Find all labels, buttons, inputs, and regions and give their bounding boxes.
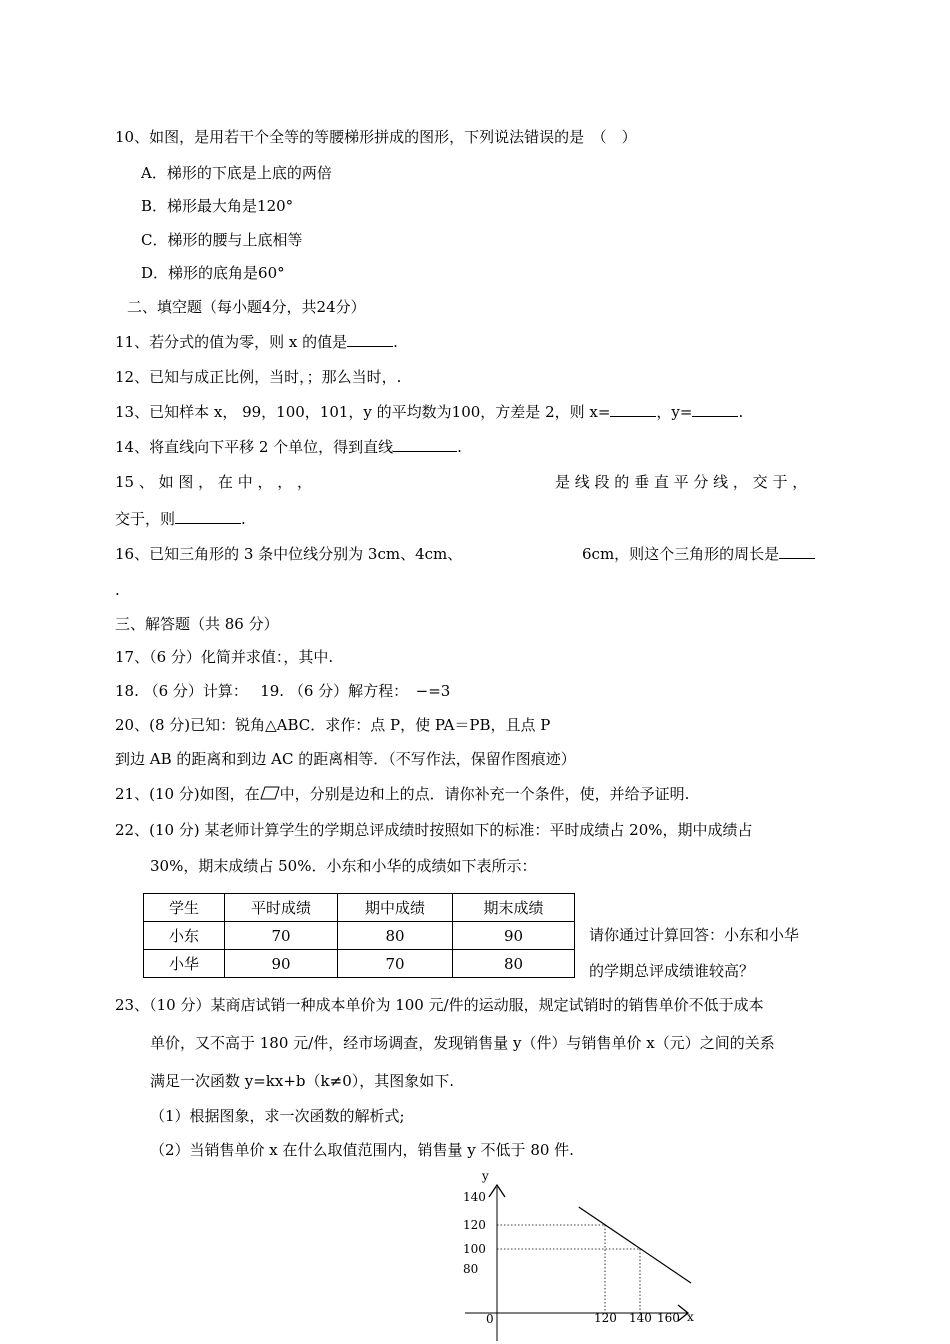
q10-option-c: C．梯形的腰与上底相等 [141, 231, 303, 249]
series-line [579, 1207, 691, 1283]
q15-answer-blank[interactable] [175, 509, 241, 524]
x-axis-label: x [687, 1310, 694, 1324]
q23-line3: 满足一次函数 y=kx+b（k≠0），其图象如下. [150, 1072, 455, 1090]
q10-option-b: B．梯形最大角是120° [141, 197, 294, 215]
q23-sub1: （1）根据图象，求一次函数的解析式; [150, 1107, 405, 1125]
table-cell: 80 [453, 950, 575, 978]
q15-line1-left: 15 、 如 图 ， 在 中 ， ， ， [115, 473, 313, 491]
table-row [144, 950, 575, 978]
q15-line2 [115, 509, 246, 529]
origin-label: 0 [486, 1312, 494, 1326]
table-cell: 小华 [144, 950, 225, 978]
q13-text-a: 13、已知样本 x， 99，100，101，y 的平均数为100，方差是 2，则 x= [115, 403, 611, 421]
table-header-row [144, 894, 575, 922]
q20-line1: 20、(8 分)已知：锐角△ABC．求作：点 P，使 PA＝PB，且点 P [115, 716, 551, 734]
parallelogram-icon [260, 785, 280, 803]
q14-answer-blank[interactable] [393, 437, 457, 452]
q16-answer-blank[interactable] [779, 544, 815, 559]
y-axis-label: y [482, 1169, 489, 1183]
q13-x-blank[interactable] [610, 402, 656, 417]
y-tick-label: 120 [463, 1218, 486, 1232]
q10-stem: 10、如图，是用若干个全等的等腰梯形拼成的图形，下列说法错误的是 （ ） [115, 128, 637, 146]
q17: 17、（6 分）化简并求值：，其中. [115, 648, 334, 666]
q22-side-text1: 请你通过计算回答：小东和小华 [589, 926, 800, 944]
table-row [144, 922, 575, 950]
q16-right-text: 6cm，则这个三角形的周长是 [582, 545, 780, 563]
q10-option-a: A．梯形的下底是上底的两倍 [141, 164, 332, 182]
x-tick-label: 160 [657, 1311, 680, 1325]
x-tick-label: 140 [629, 1311, 652, 1325]
q20-line2: 到边 AB 的距离和到边 AC 的距离相等．（不写作法，保留作图痕迹） [115, 750, 576, 768]
section3-heading: 三、解答题（共 86 分） [115, 615, 279, 633]
q12: 12、已知与成正比例，当时，；那么当时，. [115, 368, 402, 386]
function-graph [455, 1165, 705, 1344]
q13 [115, 402, 743, 422]
q10-option-d: D．梯形的底角是60° [141, 264, 285, 282]
q16-left: 16、已知三角形的 3 条中位线分别为 3cm、4cm、 [115, 545, 463, 563]
table-header-cell: 学生 [144, 894, 225, 922]
table-cell: 70 [225, 922, 338, 950]
table-header-cell: 期中成绩 [338, 894, 453, 922]
q15-tail: . [241, 510, 246, 528]
q22-line1: 22、(10 分) 某老师计算学生的学期总评成绩时按照如下的标准：平时成绩占 20%，期中成绩占 [115, 821, 753, 839]
y-tick-label: 80 [463, 1262, 479, 1276]
table-cell: 90 [453, 922, 575, 950]
table-cell: 90 [225, 950, 338, 978]
section2-heading: 二、填空题（每小题4分，共24分） [127, 298, 366, 316]
q23-sub2: （2）当销售单价 x 在什么取值范围内，销售量 y 不低于 80 件. [150, 1141, 574, 1159]
q15-line2-text: 交于，则 [115, 510, 176, 528]
q11-text: 11、若分式的值为零，则 x 的值是 [115, 333, 348, 351]
table-header-cell: 期末成绩 [453, 894, 575, 922]
q22-line2: 30%，期末成绩占 50%．小东和小华的成绩如下表所示： [150, 857, 537, 875]
y-tick-label: 140 [463, 1190, 486, 1204]
table-header-cell: 平时成绩 [225, 894, 338, 922]
q11 [115, 332, 398, 352]
q11-answer-blank[interactable] [347, 332, 393, 347]
q14-text: 14、将直线向下平移 2 个单位，得到直线 [115, 438, 394, 456]
q16-tail: . [115, 581, 120, 599]
q11-tail: . [393, 333, 398, 351]
q14 [115, 437, 462, 457]
q23-line1: 23、（10 分）某商店试销一种成本单价为 100 元/件的运动服，规定试销时的销售单价不低于成本 [115, 996, 764, 1014]
q21 [115, 784, 689, 804]
q21-text-b: 中，分别是边和上的点．请你补充一个条件，使，并给予证明. [279, 785, 690, 803]
q18-q19: 18. （6 分）计算： 19. （6 分）解方程： −=3 [115, 682, 451, 700]
q13-text-b: ，y= [656, 403, 693, 421]
q22-side-text2: 的学期总评成绩谁较高？ [589, 962, 755, 980]
y-tick-label: 100 [463, 1242, 486, 1256]
table-cell: 小东 [144, 922, 225, 950]
q21-text-a: 21、(10 分)如图，在 [115, 785, 260, 803]
q16-right [582, 544, 815, 564]
scores-table [143, 893, 575, 978]
q15-line1-right: 是 线 段 的 垂 直 平 分 线 ， 交 于 ， [555, 473, 808, 491]
table-cell: 70 [338, 950, 453, 978]
q13-y-blank[interactable] [692, 402, 738, 417]
q13-tail: . [738, 403, 744, 421]
x-tick-label: 120 [594, 1311, 617, 1325]
table-cell: 80 [338, 922, 453, 950]
q23-line2: 单价，又不高于 180 元/件，经市场调查，发现销售量 y（件）与销售单价 x（元）之间的关系 [150, 1034, 775, 1052]
q14-tail: . [457, 438, 462, 456]
